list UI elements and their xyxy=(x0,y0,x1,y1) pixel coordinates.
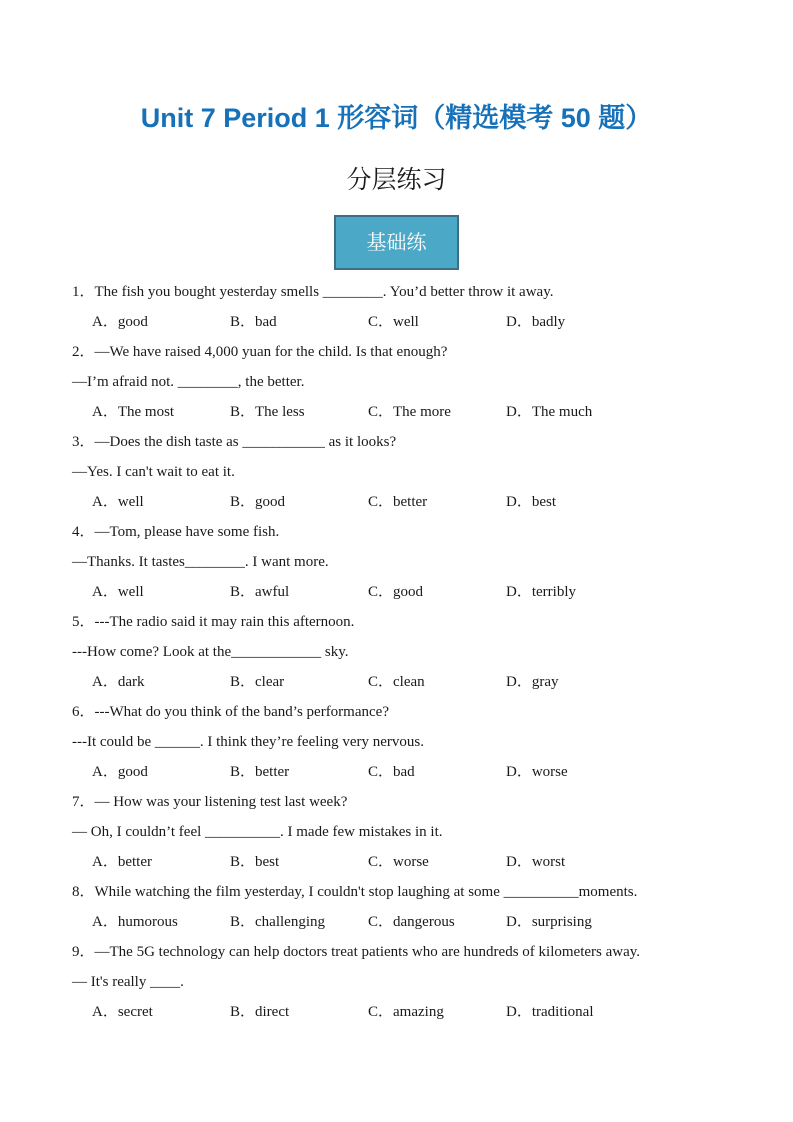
answer-options xyxy=(72,759,712,789)
question-2 xyxy=(72,339,712,429)
option-letter: B． xyxy=(230,314,256,330)
answer-options xyxy=(72,909,712,939)
question-1 xyxy=(72,279,712,339)
option-c[interactable] xyxy=(368,909,506,939)
option-letter: C． xyxy=(368,674,394,690)
option-letter: A． xyxy=(92,404,118,420)
question-dialogue-line: ---It could be ______. I think they’re feeling very nervous. xyxy=(72,734,424,750)
option-letter: A． xyxy=(92,764,118,780)
option-d[interactable] xyxy=(506,579,644,609)
option-b[interactable] xyxy=(230,999,368,1029)
question-stem: 3．—Does the dish taste as ___________ as it looks? xyxy=(72,434,397,450)
option-letter: D． xyxy=(506,584,532,600)
option-text: The most xyxy=(117,404,175,420)
question-dialogue-line: —Yes. I can't wait to eat it. xyxy=(72,464,235,480)
option-text: better xyxy=(255,764,290,780)
option-letter: B． xyxy=(230,674,256,690)
option-text: good xyxy=(117,314,148,330)
level-label-box: 基础练 xyxy=(334,215,459,270)
option-text: worse xyxy=(393,854,429,870)
option-text: bad xyxy=(255,314,277,330)
option-letter: B． xyxy=(230,914,256,930)
option-text: challenging xyxy=(255,914,325,930)
option-c[interactable] xyxy=(368,399,506,429)
option-text: better xyxy=(393,494,428,510)
question-stem: 6．---What do you think of the band’s performance? xyxy=(72,704,389,720)
question-4 xyxy=(72,519,712,609)
option-a[interactable] xyxy=(92,909,230,939)
option-c[interactable] xyxy=(368,309,506,339)
option-d[interactable] xyxy=(506,309,644,339)
option-letter: B． xyxy=(230,584,256,600)
option-text: The more xyxy=(393,404,451,420)
option-text: worst xyxy=(531,854,566,870)
option-text: The much xyxy=(531,404,593,420)
option-a[interactable] xyxy=(92,759,230,789)
option-a[interactable] xyxy=(92,399,230,429)
answer-options xyxy=(72,999,712,1029)
option-c[interactable] xyxy=(368,759,506,789)
option-letter: A． xyxy=(92,674,118,690)
option-letter: C． xyxy=(368,854,394,870)
option-d[interactable] xyxy=(506,489,644,519)
option-text: well xyxy=(117,584,144,600)
option-letter: C． xyxy=(368,404,394,420)
option-text: traditional xyxy=(531,1004,594,1020)
option-text: worse xyxy=(531,764,568,780)
answer-options xyxy=(72,489,712,519)
option-letter: D． xyxy=(506,854,532,870)
option-text: badly xyxy=(531,314,566,330)
option-letter: D． xyxy=(506,764,532,780)
option-d[interactable] xyxy=(506,849,644,879)
question-7 xyxy=(72,789,712,879)
option-c[interactable] xyxy=(368,489,506,519)
option-letter: A． xyxy=(92,494,118,510)
option-c[interactable] xyxy=(368,579,506,609)
option-letter: B． xyxy=(230,764,256,780)
option-a[interactable] xyxy=(92,999,230,1029)
option-text: good xyxy=(117,764,148,780)
option-letter: C． xyxy=(368,914,394,930)
option-text: dark xyxy=(117,674,145,690)
option-d[interactable] xyxy=(506,909,644,939)
option-text: terribly xyxy=(531,584,576,600)
option-text: best xyxy=(255,854,280,870)
option-text: best xyxy=(531,494,557,510)
option-text: clean xyxy=(393,674,425,690)
option-text: clear xyxy=(255,674,285,690)
option-text: well xyxy=(393,314,419,330)
option-c[interactable] xyxy=(368,999,506,1029)
option-text: bad xyxy=(393,764,415,780)
option-b[interactable] xyxy=(230,909,368,939)
answer-options xyxy=(72,849,712,879)
question-5 xyxy=(72,609,712,699)
option-text: gray xyxy=(531,674,559,690)
option-letter: A． xyxy=(92,314,118,330)
option-letter: D． xyxy=(506,494,532,510)
option-b[interactable] xyxy=(230,309,368,339)
option-d[interactable] xyxy=(506,399,644,429)
option-d[interactable] xyxy=(506,759,644,789)
option-d[interactable] xyxy=(506,669,644,699)
question-3 xyxy=(72,429,712,519)
option-letter: C． xyxy=(368,1004,394,1020)
option-letter: A． xyxy=(92,914,118,930)
option-a[interactable] xyxy=(92,669,230,699)
question-dialogue-line: — Oh, I couldn’t feel __________. I made few mistakes in it. xyxy=(72,824,443,840)
option-letter: A． xyxy=(92,1004,118,1020)
option-text: good xyxy=(255,494,286,510)
option-letter: B． xyxy=(230,494,256,510)
question-stem: 1．The fish you bought yesterday smells ________. You’d better throw it away. xyxy=(72,284,554,300)
option-c[interactable] xyxy=(368,669,506,699)
option-letter: A． xyxy=(92,584,118,600)
option-letter: D． xyxy=(506,1004,532,1020)
question-dialogue-line: —I’m afraid not. ________, the better. xyxy=(72,374,305,390)
option-b[interactable] xyxy=(230,759,368,789)
option-text: The less xyxy=(255,404,305,420)
option-text: amazing xyxy=(393,1004,444,1020)
question-6 xyxy=(72,699,712,789)
answer-options xyxy=(72,669,712,699)
option-letter: B． xyxy=(230,854,256,870)
question-stem: 2．—We have raised 4,000 yuan for the child. Is that enough? xyxy=(72,344,448,360)
option-c[interactable] xyxy=(368,849,506,879)
answer-options xyxy=(72,579,712,609)
option-letter: C． xyxy=(368,314,394,330)
option-letter: C． xyxy=(368,764,394,780)
question-8 xyxy=(72,879,712,939)
section-subtitle: 分层练习 xyxy=(346,165,447,194)
answer-options xyxy=(72,399,712,429)
option-text: secret xyxy=(117,1004,153,1020)
option-letter: B． xyxy=(230,404,256,420)
option-a[interactable] xyxy=(92,309,230,339)
question-stem: 4．—Tom, please have some fish. xyxy=(72,524,280,540)
option-a[interactable] xyxy=(92,489,230,519)
question-dialogue-line: — It's really ____. xyxy=(72,974,184,990)
option-letter: A． xyxy=(92,854,118,870)
option-letter: D． xyxy=(506,404,532,420)
option-text: awful xyxy=(255,584,290,600)
option-text: dangerous xyxy=(393,914,455,930)
option-text: well xyxy=(117,494,144,510)
option-text: better xyxy=(117,854,152,870)
question-9 xyxy=(72,939,712,1029)
page-title: Unit 7 Period 1 形容词（精选模考 50 题） xyxy=(140,103,653,133)
option-a[interactable] xyxy=(92,579,230,609)
option-letter: D． xyxy=(506,674,532,690)
option-b[interactable] xyxy=(230,579,368,609)
option-b[interactable] xyxy=(230,669,368,699)
option-a[interactable] xyxy=(92,849,230,879)
question-stem: 5．---The radio said it may rain this afternoon. xyxy=(72,614,355,630)
question-dialogue-line: —Thanks. It tastes________. I want more. xyxy=(72,554,329,570)
option-letter: D． xyxy=(506,314,532,330)
option-letter: B． xyxy=(230,1004,256,1020)
question-stem: 9．—The 5G technology can help doctors treat patients who are hundreds of kilometers away. xyxy=(72,944,641,960)
option-text: good xyxy=(393,584,424,600)
option-text: humorous xyxy=(117,914,178,930)
option-letter: C． xyxy=(368,494,394,510)
question-list xyxy=(72,279,712,1029)
question-dialogue-line: ---How come? Look at the____________ sky. xyxy=(72,644,349,660)
option-b[interactable] xyxy=(230,399,368,429)
option-letter: D． xyxy=(506,914,532,930)
option-text: surprising xyxy=(531,914,592,930)
option-d[interactable] xyxy=(506,999,644,1029)
option-b[interactable] xyxy=(230,849,368,879)
option-letter: C． xyxy=(368,584,394,600)
option-b[interactable] xyxy=(230,489,368,519)
option-text: direct xyxy=(255,1004,290,1020)
answer-options xyxy=(72,309,712,339)
question-stem: 8．While watching the film yesterday, I couldn't stop laughing at some __________moments. xyxy=(72,884,638,900)
question-stem: 7．— How was your listening test last week? xyxy=(72,794,348,810)
